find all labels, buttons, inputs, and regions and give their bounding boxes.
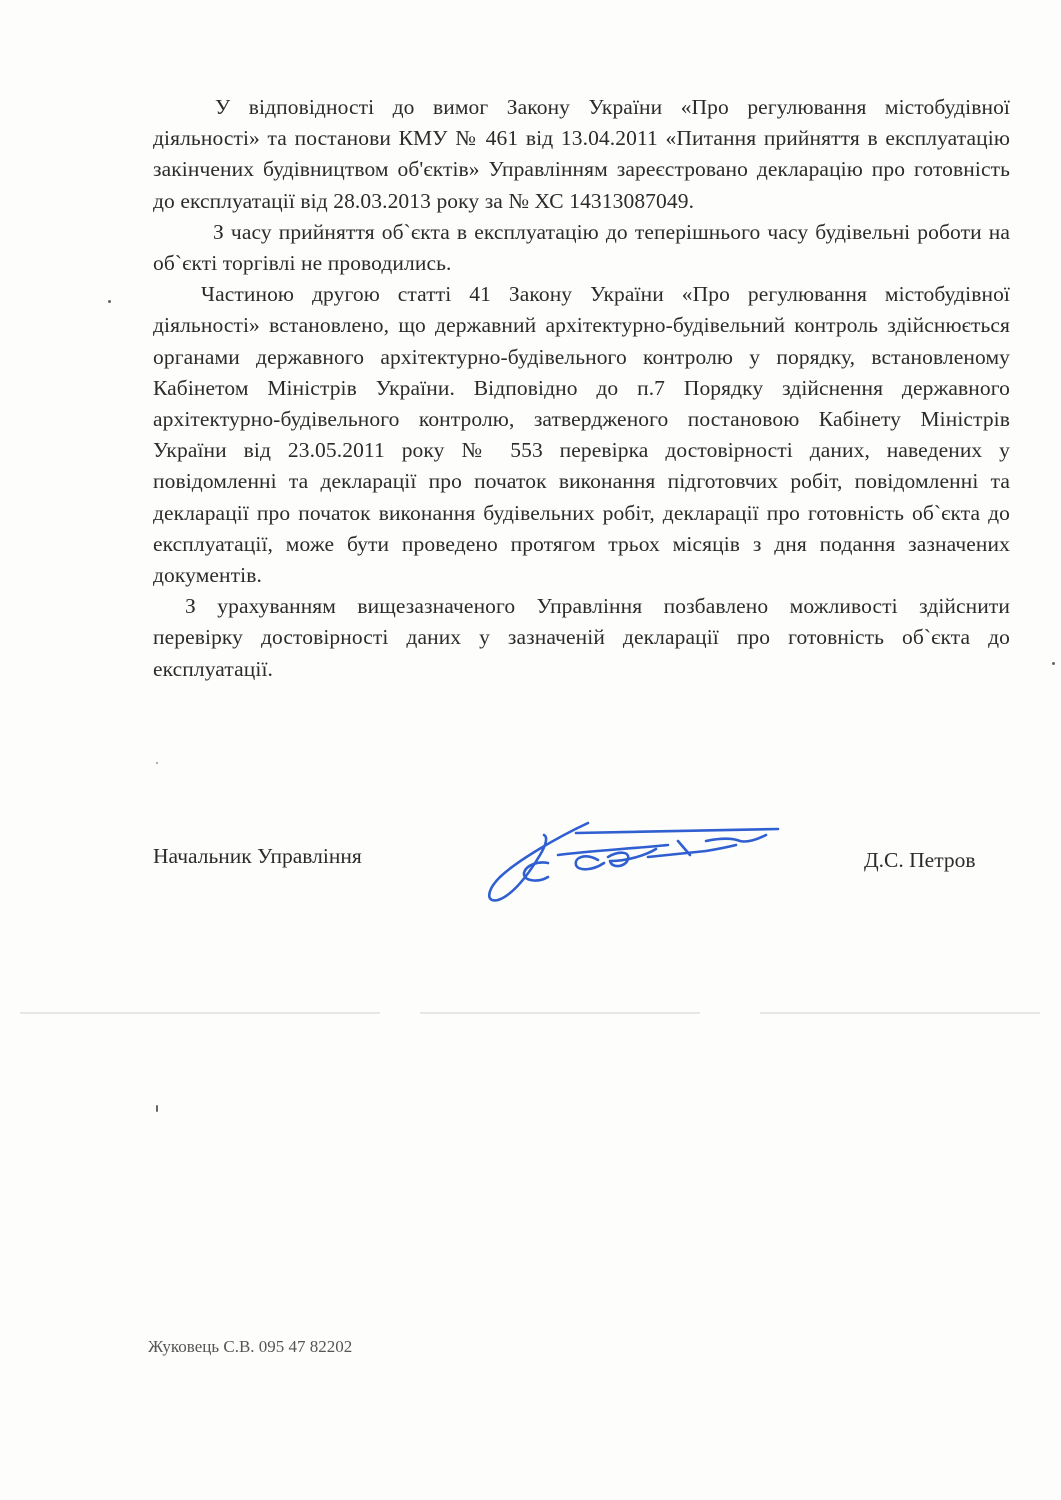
scan-speck [108,300,111,303]
executor-contact: Жуковець С.В. 095 47 82202 [148,1337,353,1356]
paragraph-registration: У відповідності до вимог Закону України «Про регулювання містобудівної діяльності» та постанови КМУ № 461 від 13.04.2011 «Питання прийняття в експлуатацію закінчених будівництвом об'єктів» Управлінням зареєстровано декларацію про готовність до експлуатації від 28.03.2013 року за № ХС 14313087049. [153,95,1010,213]
paragraph-conclusion: З урахуванням вищезазначеного Управління позбавлено можливості здійснити перевірку достовірності даних у зазначеній декларації про готовність об`єкта до експлуатації. [153,594,1010,681]
paragraph-legal-basis: Частиною другою статті 41 Закону України «Про регулювання містобудівної діяльності» встановлено, що державний архітектурно-будівельний контроль здійснюється органами державного архітектурно-будівельного контролю у порядку, встановленому Кабінетом Міністрів України. Відповідно до п.7 Порядку здійснення державного архітектурно-будівельного контролю, затвердженого постановою Кабінету Міністрів України від 23.05.2011 року № 553 перевірка достовірності даних, наведених у повідомленні та декларації про початок виконання підготовчих робіт, повідомленні та декларації про початок виконання будівельних робіт, декларації про готовність об`єкта до експлуатації, може бути проведено протягом трьох місяців з дня подання зазначених документів. [153,282,1010,588]
scan-speck [1052,662,1055,665]
letter-body [153,92,1010,685]
paragraph-no-works: З часу прийняття об`єкта в експлуатацію до теперішнього часу будівельні роботи на об`єкті торгівлі не проводились. [153,219,1010,276]
paper-fold-line [0,1012,1061,1014]
scan-speck [156,762,158,764]
signatory-title: Начальник Управління [153,844,362,868]
signatory-name: Д.С. Петров [864,848,976,872]
handwritten-signature [478,815,788,915]
scan-speck [156,1105,158,1112]
